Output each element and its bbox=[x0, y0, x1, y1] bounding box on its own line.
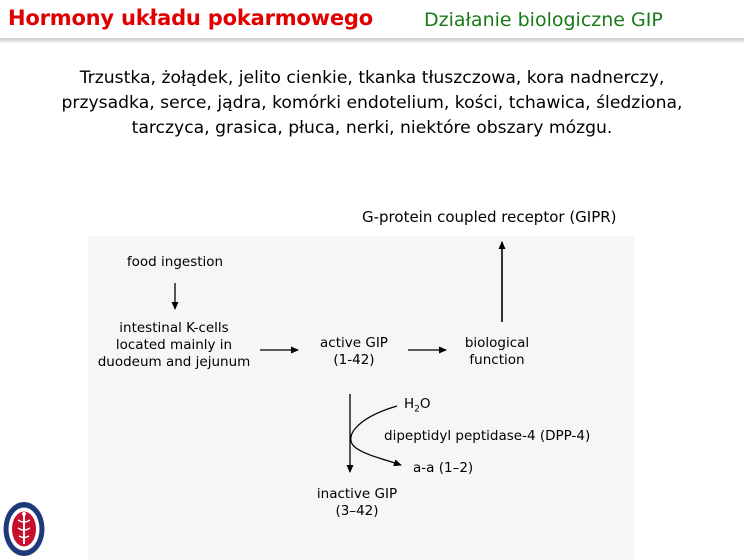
food-ingestion-label: food ingestion bbox=[126, 254, 224, 270]
receptor-label: G-protein coupled receptor (GIPR) bbox=[362, 208, 617, 226]
biological-function-line-1: biological bbox=[464, 335, 530, 351]
active-gip-line-1: active GIP bbox=[320, 335, 388, 351]
page-subtitle: Działanie biologiczne GIP bbox=[424, 9, 663, 31]
biological-function-line-2: function bbox=[469, 352, 525, 368]
page-title: Hormony układu pokarmowego bbox=[8, 6, 373, 30]
tissue-list-line-1: Trzustka, żołądek, jelito cienkie, tkanka tłuszczowa, kora nadnerczy, bbox=[79, 68, 665, 88]
tissue-list-line-3: tarczyca, grasica, płuca, nerki, niektóre obszary mózgu. bbox=[131, 118, 613, 138]
amino-acid-label: a-a (1–2) bbox=[413, 460, 474, 476]
water-tail: O bbox=[419, 396, 431, 412]
active-gip-line-2: (1-42) bbox=[333, 352, 375, 368]
water-base: H bbox=[404, 396, 415, 412]
k-cells-line-3: duodeum and jejunum bbox=[97, 354, 251, 370]
inactive-gip-line-2: (3–42) bbox=[335, 503, 379, 519]
dpp4-label: dipeptidyl peptidase-4 (DPP-4) bbox=[384, 428, 591, 444]
k-cells-line-2: located mainly in bbox=[115, 337, 233, 353]
water-subscript: 2 bbox=[414, 404, 420, 415]
university-seal-icon bbox=[2, 500, 46, 558]
k-cells-line-1: intestinal K-cells bbox=[119, 320, 229, 336]
tissue-list-line-2: przysadka, serce, jądra, komórki endotelium, kości, tchawica, śledziona, bbox=[61, 93, 683, 113]
inactive-gip-line-1: inactive GIP bbox=[316, 486, 398, 502]
arrow-hydrolysis-curve bbox=[351, 406, 401, 465]
